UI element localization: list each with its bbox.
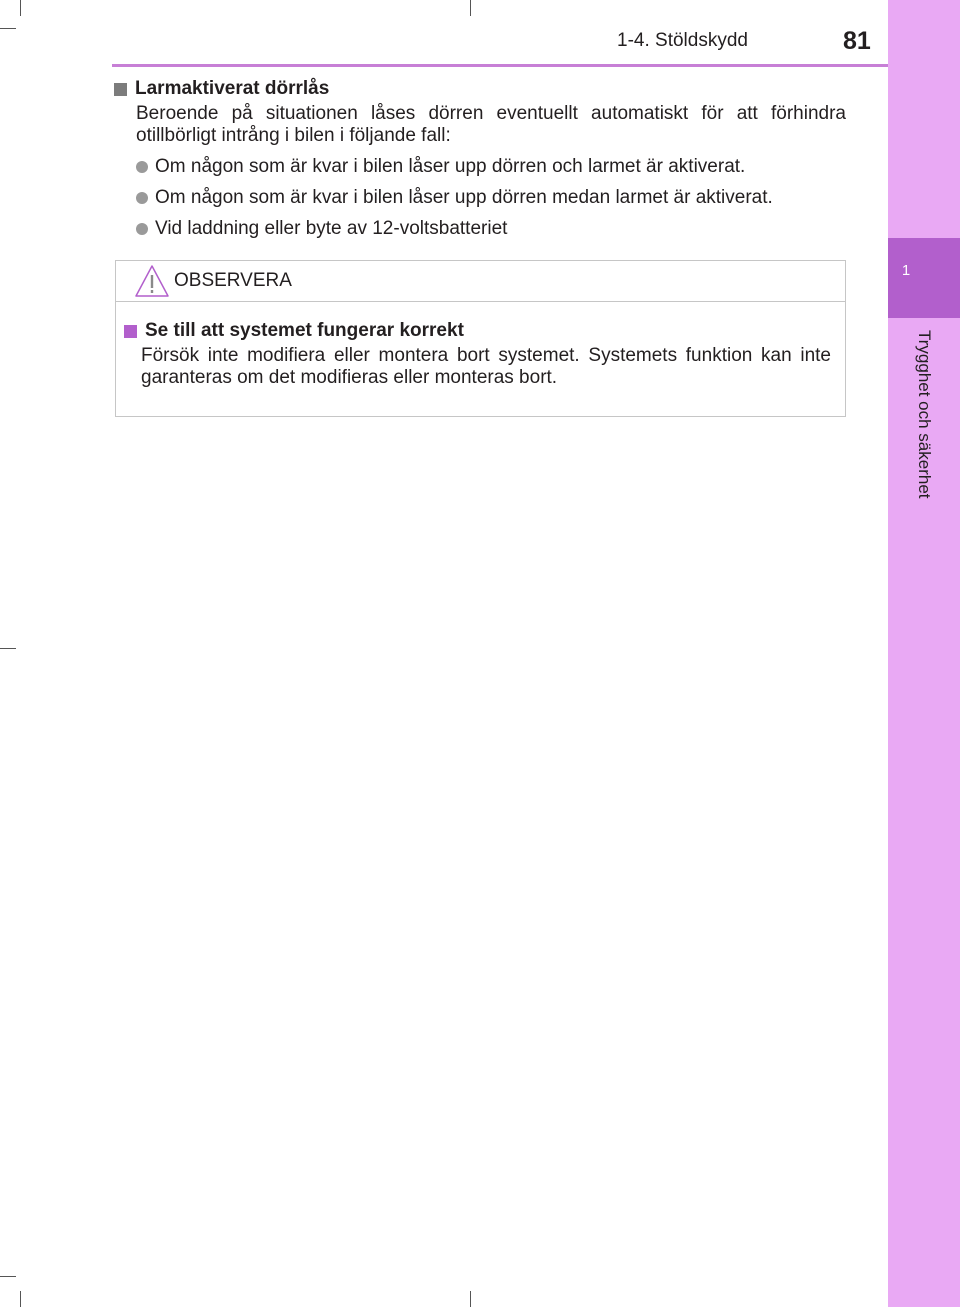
notice-heading <box>124 320 831 342</box>
crop-mark <box>0 1276 16 1277</box>
list-item <box>136 187 846 209</box>
square-bullet-icon <box>114 83 127 96</box>
section-heading <box>114 78 846 100</box>
circle-bullet-icon <box>136 223 148 235</box>
crop-mark <box>20 0 21 16</box>
circle-bullet-icon <box>136 161 148 173</box>
notice-body <box>116 302 845 389</box>
list-item <box>136 156 846 178</box>
list-item-text: Om någon som är kvar i bilen låser upp dörren medan larmet är aktiverat. <box>155 187 773 208</box>
notice-title: OBSERVERA <box>174 270 292 291</box>
circle-bullet-icon <box>136 192 148 204</box>
square-bullet-icon <box>124 325 137 338</box>
notice-box <box>115 260 846 417</box>
list-item-text: Om någon som är kvar i bilen låser upp dörren och larmet är aktiverat. <box>155 156 746 177</box>
notice-text: Försök inte modifiera eller montera bort systemet. Systemets funktion kan inte garanteras om det modifieras eller monteras bort. <box>141 345 831 388</box>
section-content <box>114 78 846 240</box>
chapter-number: 1 <box>901 262 911 279</box>
crop-mark <box>20 1291 21 1307</box>
section-heading-text: Larmaktiverat dörrlås <box>135 78 330 99</box>
page-number: 81 <box>843 27 871 55</box>
warning-triangle-icon <box>134 264 170 298</box>
chapter-tab <box>888 0 960 1307</box>
crop-mark <box>470 0 471 16</box>
header-rule <box>112 64 888 67</box>
header-section-title: 1-4. Stöldskydd <box>617 30 748 51</box>
notice-header <box>116 261 845 302</box>
crop-mark <box>0 28 16 29</box>
notice-heading-text: Se till att systemet fungerar korrekt <box>145 320 464 341</box>
chapter-title: Trygghet och säkerhet <box>915 330 934 499</box>
section-paragraph: Beroende på situationen låses dörren eventuellt automatiskt för att förhindra otillbörligt intrång i bilen i följande fall: <box>136 103 846 146</box>
crop-mark <box>0 648 16 649</box>
crop-mark <box>470 1291 471 1307</box>
list-item-text: Vid laddning eller byte av 12-voltsbatteriet <box>155 218 508 239</box>
list-item <box>136 218 846 240</box>
